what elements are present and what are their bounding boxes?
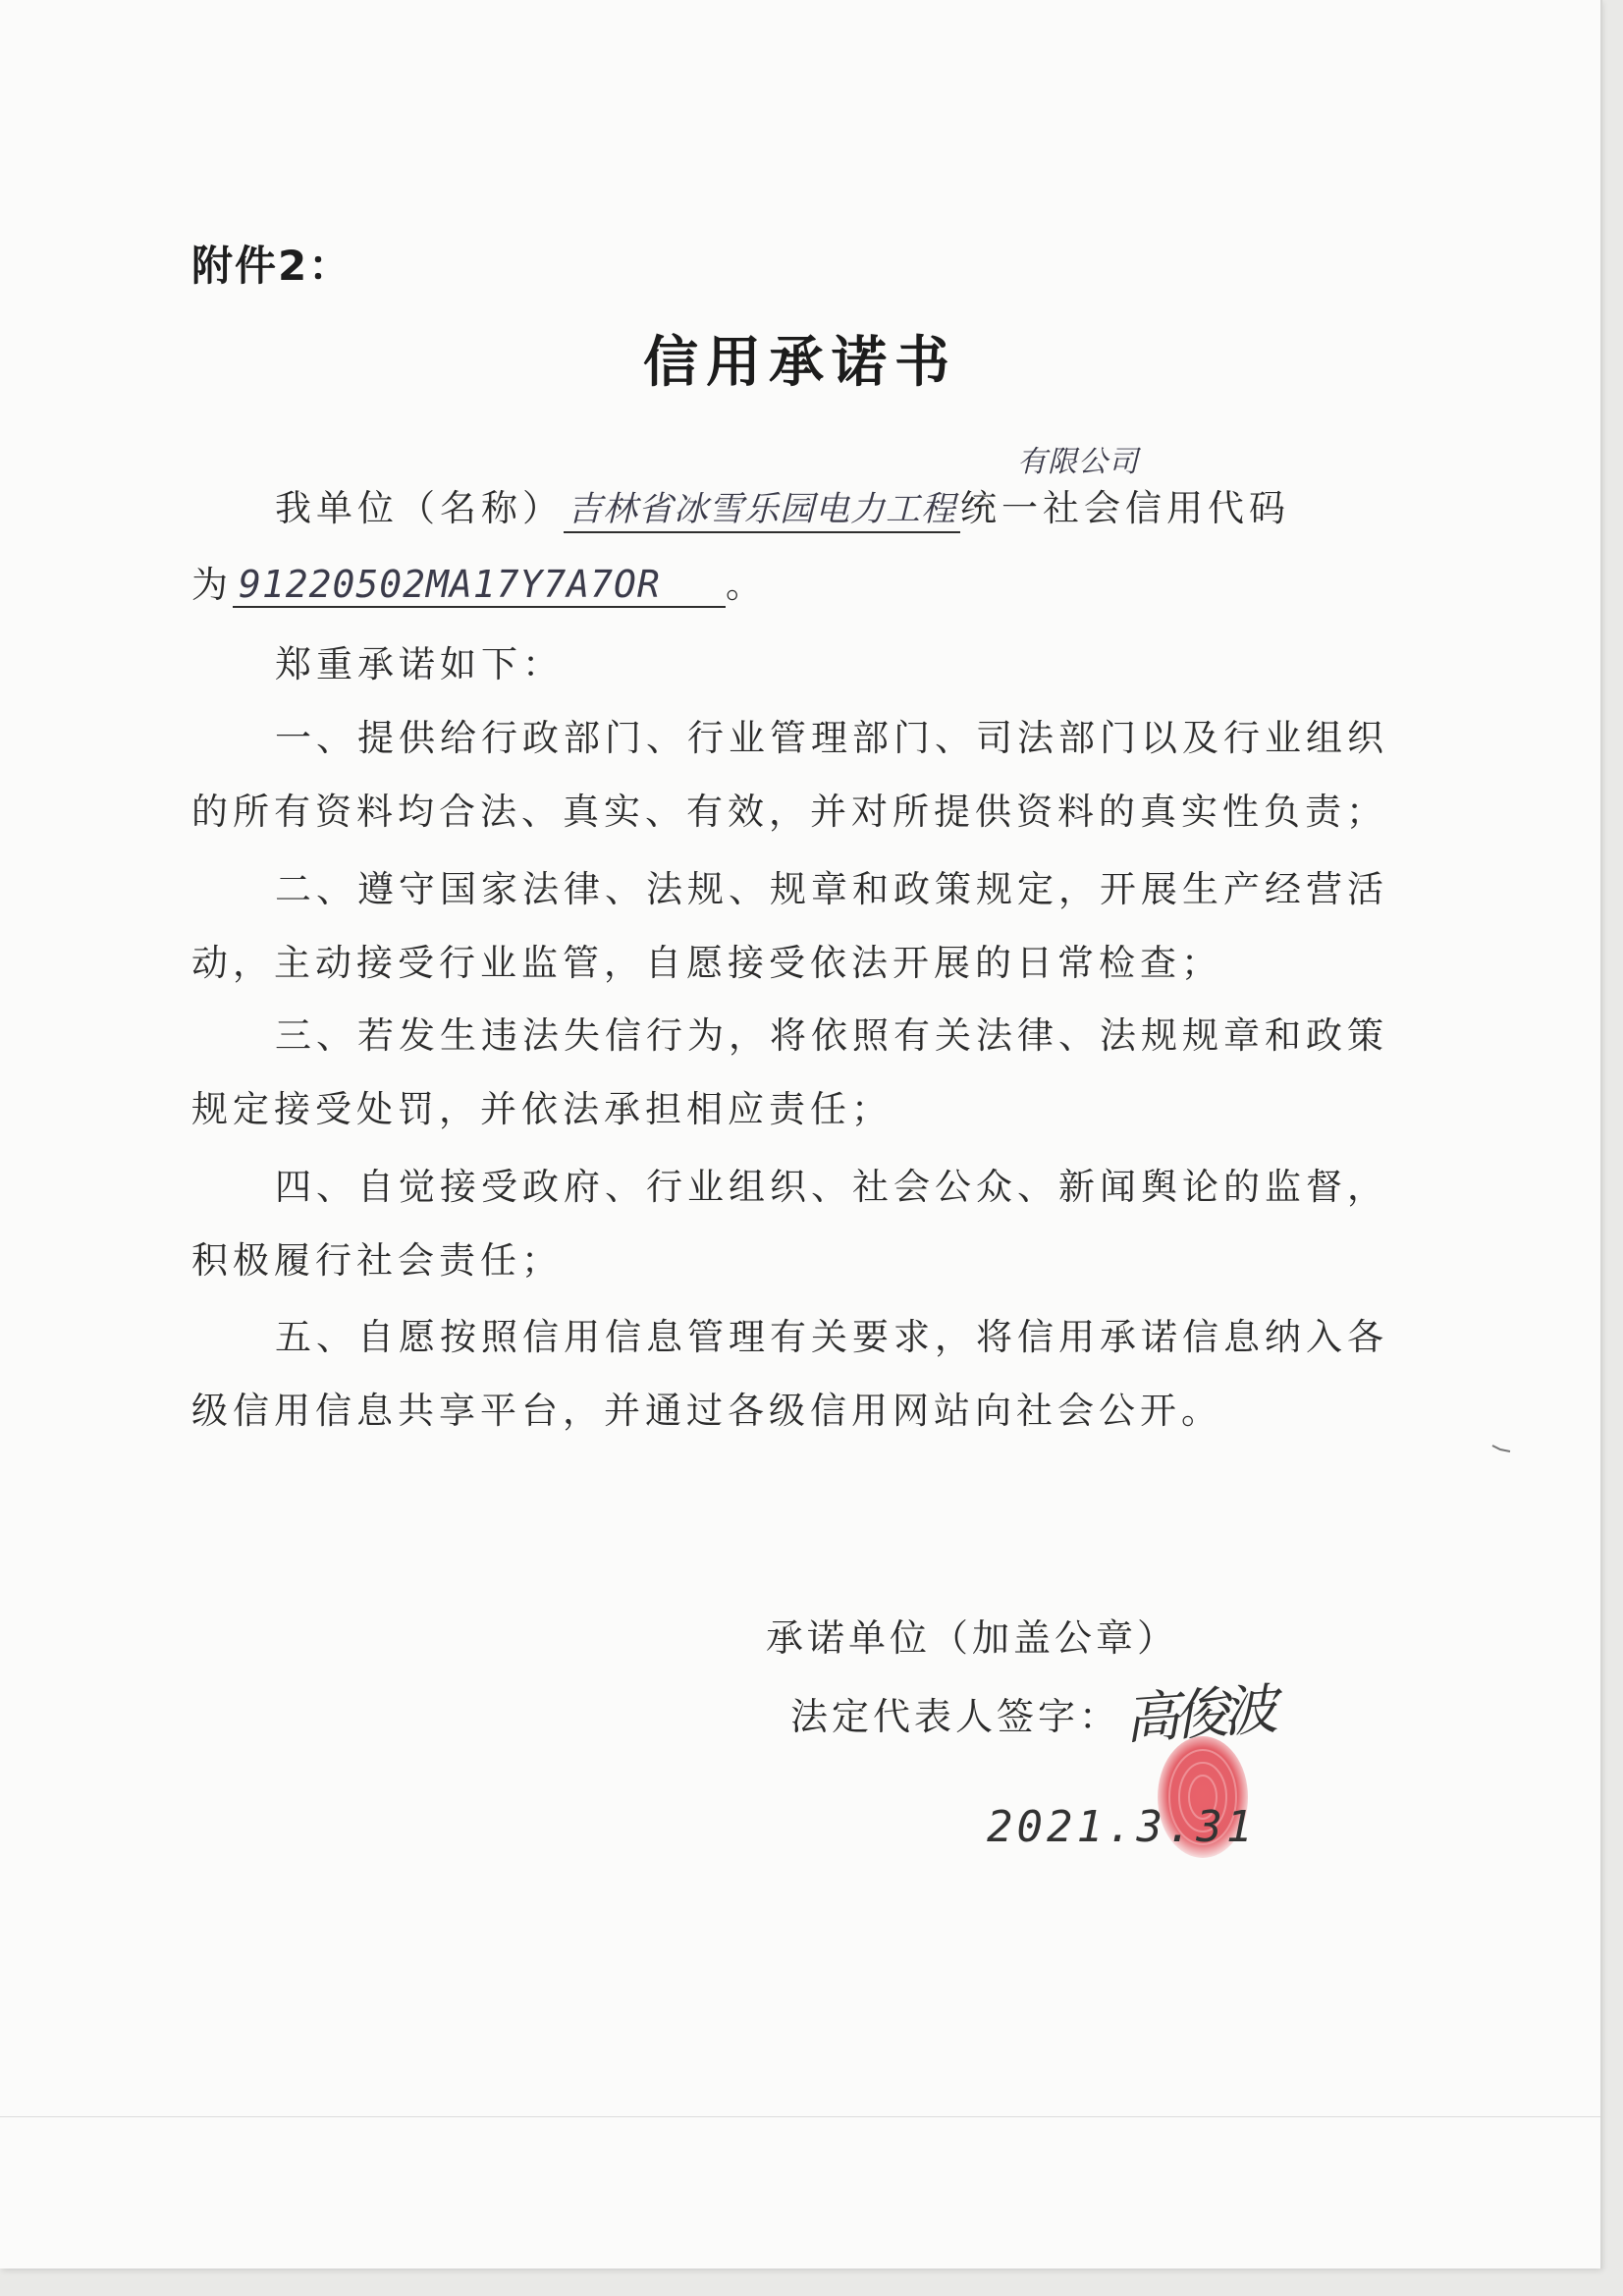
intro-text-1: 我单位（名称） [275,487,564,529]
scan-speck [1490,1442,1512,1455]
credit-code-field: 91220502MA17Y7A7OR [233,563,726,608]
intro-line-1 [191,478,1478,533]
item-1-line-1: 一、提供给行政部门、行业管理部门、司法部门以及行业组织 [275,717,1388,759]
legal-rep-signature: 高俊波 [1122,1677,1274,1753]
document-title: 信用承诺书 [643,330,957,395]
sign-date: 2021.3.31 [987,1802,1257,1852]
item-2-line-2: 动，主动接受行业监管，自愿接受依法开展的日常检查； [191,942,1222,984]
intro-line-2 [191,555,1394,608]
item-2-line-1: 二、遵守国家法律、法规、规章和政策规定，开展生产经营活 [275,868,1388,910]
scan-edge [1600,0,1602,2269]
intro-text-2: 统一社会信用代码 [960,487,1291,529]
item-4-line-2: 积极履行社会责任； [191,1239,563,1282]
legal-rep-label: 法定代表人签字： [790,1695,1121,1738]
intro-end: 。 [726,564,767,606]
item-4-line-1: 四、自觉接受政府、行业组织、社会公众、新闻舆论的监督， [275,1166,1388,1208]
scan-line [0,2116,1600,2117]
item-5-line-1: 五、自愿按照信用信息管理有关要求，将信用承诺信息纳入各 [275,1316,1388,1358]
company-name-field: 吉林省冰雪乐园电力工程 [564,482,960,533]
promise-intro: 郑重承诺如下： [275,643,564,685]
attachment-label: 附件2： [191,242,352,290]
item-3-line-2: 规定接受处罚，并依法承担相应责任； [191,1088,893,1130]
item-3-line-1: 三、若发生违法失信行为，将依照有关法律、法规规章和政策 [275,1014,1388,1057]
signing-unit-label: 承诺单位（加盖公章） [766,1616,1179,1660]
intro-text-3: 为 [191,564,233,606]
item-1-line-2: 的所有资料均合法、真实、有效，并对所提供资料的真实性负责； [191,791,1387,833]
company-suffix-handwritten: 有限公司 [1017,445,1139,479]
item-5-line-2: 级信用信息共享平台，并通过各级信用网站向社会公开。 [191,1390,1222,1432]
